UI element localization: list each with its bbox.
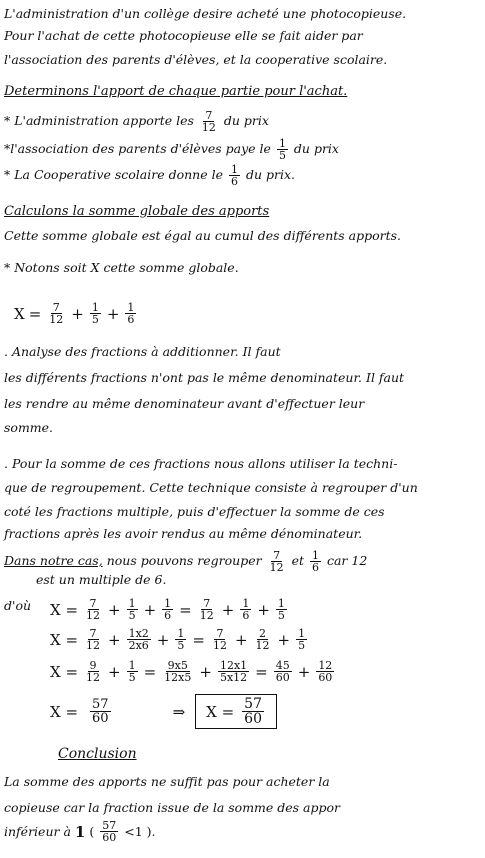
- calc-line-1: X = $\frac{7}{12}$ + $\frac{1}{5}$ + $\frac{1}{6}$ = $\frac{7}{12}$ + $\frac{1}{6}$ + $\frac{1}{5}$: [50, 597, 285, 622]
- method-line-3: coté les fractions multiple, puis d'effectuer la somme de ces: [4, 504, 385, 519]
- conclusion-line-3: inférieur à 1 ( $\frac{57}{60}$ <1 ).: [4, 819, 156, 844]
- analysis-line-1: . Analyse des fractions à additionner. Il faut: [4, 344, 281, 359]
- item3-fraction: $\frac{1}{6}$: [230, 163, 238, 188]
- item2-prefix: *l'association des parents d'élèves paye le: [4, 141, 271, 156]
- item1-suffix: du prix: [223, 113, 269, 128]
- analysis-line-3: les rendre au même denominateur avant d'effectuer leur: [4, 396, 365, 411]
- item2-fraction: $\frac{1}{5}$: [278, 137, 286, 162]
- calc-line-3: X = $\frac{9}{12}$ + $\frac{1}{5}$ = $\frac{9x5}{12x5}$ + $\frac{12x1}{5x12}$ = $\frac{45}{60}$ + $\frac{12}{60}$: [50, 659, 333, 684]
- boxed-result: X = $\frac{57}{60}$: [195, 694, 277, 729]
- section2-note: * Notons soit X cette somme globale.: [4, 260, 239, 275]
- conclusion-line-1: La somme des apports ne suffit pas pour acheter la: [4, 774, 330, 789]
- sum-equation: X = $\frac{7}{12}$ + $\frac{1}{5}$ + $\frac{1}{6}$: [14, 301, 135, 326]
- section1-item-3: [4, 164, 295, 187]
- section2-title: Calculons la somme globale des apports: [4, 204, 270, 219]
- dou-label: d'où: [4, 598, 32, 613]
- conclusion-line-2: copieuse car la fraction issue de la somme des appor: [4, 800, 341, 815]
- analysis-line-2: les différents fractions n'ont pas le même denominateur. Il faut: [4, 370, 405, 385]
- item1-prefix: * L'administration apporte les: [4, 113, 194, 128]
- item2-suffix: du prix: [293, 141, 339, 156]
- case-line-2: est un multiple de 6.: [36, 572, 167, 587]
- section1-title: Determinons l'apport de chaque partie pour l'achat.: [4, 84, 348, 99]
- item1-fraction: $\frac{7}{12}$: [201, 109, 216, 134]
- item3-suffix: du prix.: [245, 167, 295, 182]
- section1-item-1: [4, 110, 269, 133]
- implies-arrow: ⇒: [172, 702, 186, 721]
- section2-line: Cette somme globale est égal au cumul des différents apports.: [4, 228, 402, 243]
- calc-line-4: X = $\frac{57}{60}$ ⇒ X = $\frac{57}{60}$: [50, 694, 277, 729]
- method-line-4: fractions après les avoir rendus au même dénominateur.: [4, 526, 363, 541]
- conclusion-title: Conclusion: [58, 746, 137, 762]
- item3-prefix: * La Cooperative scolaire donne le: [4, 167, 223, 182]
- case-line: Dans notre cas, nous pouvons regrouper $\frac{7}{12}$ et $\frac{1}{6}$ car 12: [4, 549, 368, 574]
- intro-line-1: L'administration d'un collège desire acheté une photocopieuse.: [4, 6, 407, 21]
- analysis-line-4: somme.: [4, 420, 54, 435]
- intro-line-2: Pour l'achat de cette photocopieuse elle se fait aider par: [4, 28, 363, 43]
- calc-line-2: X = $\frac{7}{12}$ + $\frac{1x2}{2x6}$ + $\frac{1}{5}$ = $\frac{7}{12}$ + $\frac{2}{12}$ + $\frac{1}{5}$: [50, 627, 306, 652]
- section1-item-2: [4, 138, 339, 161]
- method-line-2: que de regroupement. Cette technique consiste à regrouper d'un: [4, 480, 418, 495]
- method-line-1: . Pour la somme de ces fractions nous allons utiliser la techni-: [4, 456, 398, 471]
- intro-line-3: l'association des parents d'élèves, et la cooperative scolaire.: [4, 52, 388, 67]
